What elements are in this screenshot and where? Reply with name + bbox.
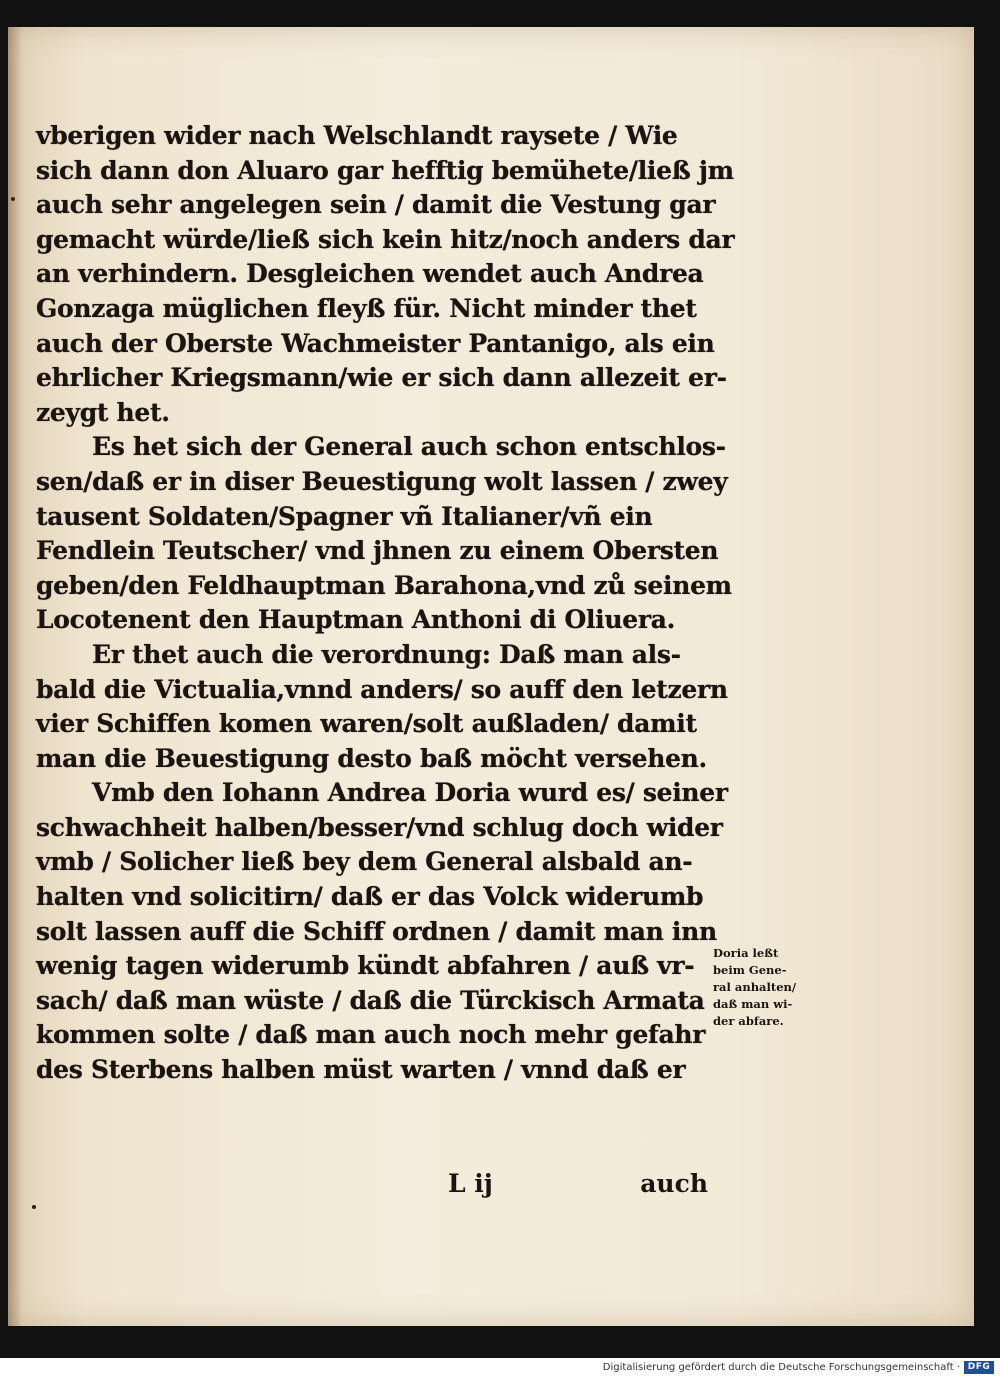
- text-line: schwachheit halben/besser/vnd schlug doch wider: [36, 812, 723, 842]
- text-line: auch sehr angelegen sein / damit die Vestung gar: [36, 190, 716, 220]
- text-line: auch der Oberste Wachmeister Pantanigo, als ein: [36, 328, 715, 358]
- main-text-block: [36, 119, 735, 1088]
- text-line: an verhindern. Desgleichen wendet auch Andrea: [36, 259, 704, 289]
- text-line: Er thet auch die verordnung: Daß man als-: [92, 639, 681, 669]
- text-line: Gonzaga müglichen fleyß für. Nicht minder thet: [36, 293, 697, 323]
- text-line: ehrlicher Kriegsmann/wie er sich dann allezeit er-: [36, 363, 727, 393]
- text-line: solt lassen auff die Schiff ordnen / damit man inn: [36, 916, 717, 946]
- marginal-note-line: daß man wi-: [713, 997, 793, 1011]
- text-line: kommen solte / daß man auch noch mehr gefahr: [36, 1020, 706, 1050]
- text-line: Vmb den Iohann Andrea Doria wurd es/ seiner: [92, 778, 728, 808]
- marginal-note-line: der abfare.: [713, 1014, 784, 1028]
- text-line: sach/ daß man wüste / daß die Türckisch Armata: [36, 985, 705, 1015]
- footer-credit: Digitalisierung gefördert durch die Deutsche Forschungsgemeinschaft ·: [602, 1362, 960, 1373]
- text-line: Locotenent den Hauptman Anthoni di Oliuera.: [36, 605, 675, 635]
- text-line: vier Schiffen komen waren/solt außladen/ damit: [36, 709, 697, 739]
- text-line: vberigen wider nach Welschlandt raysete / Wie: [36, 121, 678, 150]
- text-line: tausent Soldaten/Spagner vñ Italianer/vñ ein: [36, 501, 653, 531]
- marginal-note: [713, 945, 838, 1030]
- marginal-note-line: beim Gene-: [713, 963, 787, 977]
- text-line: geben/den Feldhauptman Barahona,vnd zů seinem: [36, 570, 732, 600]
- signature-mark: L ij: [448, 1169, 493, 1198]
- ink-speck: [11, 197, 15, 201]
- text-line: sich dann don Aluaro gar hefftig bemühete/ließ jm: [36, 155, 734, 185]
- text-line: bald die Victualia,vnnd anders/ so auff den letzern: [36, 674, 728, 704]
- ink-speck: [32, 1205, 36, 1209]
- text-line: des Sterbens halben müst warten / vnnd daß er: [36, 1055, 686, 1085]
- book-page: [8, 27, 974, 1326]
- marginal-note-line: Doria leßt: [713, 946, 779, 960]
- text-line: wenig tagen widerumb kündt abfahren / auß vr-: [36, 951, 695, 981]
- catchword: auch: [640, 1169, 708, 1198]
- text-line: halten vnd solicitirn/ daß er das Volck widerumb: [36, 882, 704, 912]
- dfg-logo: DFG: [964, 1361, 994, 1374]
- text-line: Fendlein Teutscher/ vnd jhnen zu einem Obersten: [36, 536, 719, 566]
- text-line: sen/daß er in diser Beuestigung wolt lassen / zwey: [36, 466, 728, 496]
- digitization-footer: [0, 1358, 1000, 1379]
- text-line: man die Beuestigung desto baß möcht versehen.: [36, 743, 707, 773]
- text-line: vmb / Solicher ließ bey dem General alsbald an-: [36, 847, 693, 877]
- text-line: Es het sich der General auch schon entschlos-: [92, 432, 726, 462]
- text-line: zeygt het.: [36, 397, 170, 427]
- page-foot: [448, 1167, 708, 1201]
- text-line: gemacht würde/ließ sich kein hitz/noch anders dar: [36, 224, 735, 254]
- marginal-note-line: ral anhalten/: [713, 980, 797, 994]
